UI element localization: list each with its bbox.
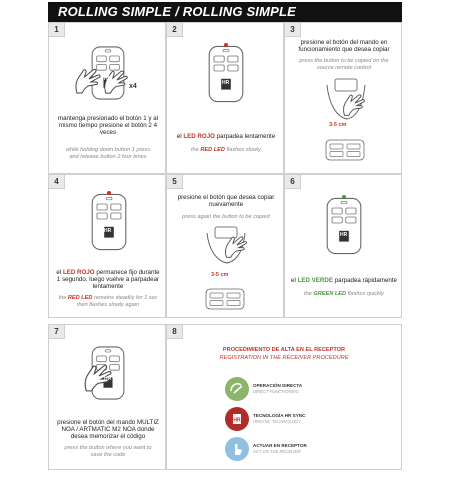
feature-title: ACTUAR EN RECEPTOR	[253, 443, 307, 448]
hr-logo: HR	[104, 228, 112, 234]
step-number: 4	[49, 175, 65, 189]
hr-logo: HR	[222, 80, 230, 86]
step-instruction: mantenga presionado el botón 1 y al mismo tiempo presione el botón 2 4 veces	[57, 115, 159, 137]
hand-icon	[223, 233, 249, 259]
step-number: 2	[167, 23, 183, 37]
text-suffix: remains steadily for 1 sec then flashes slowly again	[76, 295, 158, 308]
copy-remote-icon	[325, 139, 365, 161]
step-instruction: presione el botón del mando MULTIZ NOA / ARTMATIC M2 NOA donde desea memorizar el código	[57, 419, 159, 441]
step-number: 8	[167, 325, 183, 339]
step-instruction-en: press the button where you want to save the code	[64, 445, 152, 458]
feature-title: TECNOLOGÍA HR SYNC	[253, 413, 306, 418]
led-label: LED VERDE	[297, 277, 333, 284]
step-3-panel	[284, 22, 402, 174]
step-number: 1	[49, 23, 65, 37]
step-4-panel	[48, 174, 166, 318]
hr-logo: HR	[104, 76, 112, 82]
led-indicator	[342, 195, 346, 199]
remote-icon	[326, 197, 362, 255]
step-6-panel	[284, 174, 402, 318]
step-instruction-en	[173, 147, 279, 154]
step-number: 6	[285, 175, 301, 189]
step-instruction-en: press again the button to be copied	[182, 214, 270, 220]
led-label: LED ROJO	[183, 133, 215, 140]
step-instruction	[173, 133, 279, 140]
text-suffix: parpadea lentamente	[216, 133, 276, 140]
step-2-panel	[166, 22, 284, 174]
step-instruction-en	[55, 295, 161, 308]
text-prefix: the	[304, 291, 312, 297]
text-prefix: el	[291, 277, 296, 284]
step-instruction-en: while holding down button 1 press and release button 2 four times	[65, 147, 151, 160]
hand-icon	[71, 65, 105, 95]
feature-subtitle: HRSYNC TECHNOLOGY	[253, 419, 302, 424]
step-instruction: presione el botón que desea copiar nuevamente	[177, 194, 275, 209]
step-number: 5	[167, 175, 183, 189]
step-8-panel	[166, 324, 402, 470]
direct-operation-icon	[225, 377, 249, 401]
led-label: RED LED	[67, 295, 93, 301]
feature-subtitle: ACT ON THE RECEIVER	[253, 449, 301, 454]
distance-label: 3-5 cm	[329, 122, 347, 128]
step-5-panel	[166, 174, 284, 318]
step-instruction-en: press the button to be copied on the source remote control	[299, 58, 389, 71]
hand-icon	[341, 91, 367, 117]
svg-text:HR: HR	[233, 417, 241, 424]
remote-icon	[208, 45, 244, 103]
step-instruction	[55, 269, 161, 291]
text-suffix: flashes slowly	[226, 147, 261, 153]
text-prefix: the	[191, 147, 199, 153]
remote-icon	[91, 193, 127, 251]
hr-logo: HR	[104, 376, 112, 382]
step-instruction: presione el botón del mando en funcionamiento que desea copiar	[298, 39, 390, 54]
step-1-panel	[48, 22, 166, 174]
copy-remote-icon	[205, 288, 245, 310]
feature-subtitle: DIRECT FUNCTIONING	[253, 389, 299, 394]
text-suffix: parpadea rápidamente	[334, 277, 397, 284]
step-instruction-en	[291, 291, 397, 298]
procedure-title: PROCEDIMIENTO DE ALTA EN EL RECEPTOR	[222, 347, 346, 353]
step-number: 7	[49, 325, 65, 339]
text-suffix: flashes quickly	[347, 291, 384, 297]
step-number: 3	[285, 23, 301, 37]
led-indicator	[224, 43, 228, 47]
act-on-receiver-icon	[225, 437, 249, 461]
step-7-panel	[48, 324, 166, 470]
led-indicator	[107, 191, 111, 195]
feature-title: OPERACIÓN DIRECTA	[253, 383, 303, 388]
repeat-badge: x4	[129, 83, 137, 90]
text-prefix: el	[56, 269, 62, 276]
distance-label: 3-5 cm	[211, 272, 229, 278]
hr-sync-icon	[225, 407, 249, 431]
page-title: ROLLING SIMPLE / ROLLING SIMPLE	[48, 2, 402, 22]
text-prefix: the	[58, 295, 67, 301]
procedure-subtitle: REGISTRATION IN THE RECEIVER PROCEDURE	[219, 355, 349, 361]
led-label: RED LED	[200, 147, 225, 153]
text-suffix: permanece fijo durante 1 segundo, luego vuelve a parpadear lentamente	[56, 269, 160, 291]
step-instruction	[291, 277, 397, 284]
led-label: LED ROJO	[62, 269, 95, 276]
hr-logo: HR	[340, 232, 348, 238]
led-label: GREEN LED	[313, 291, 347, 297]
text-prefix: el	[176, 133, 182, 140]
